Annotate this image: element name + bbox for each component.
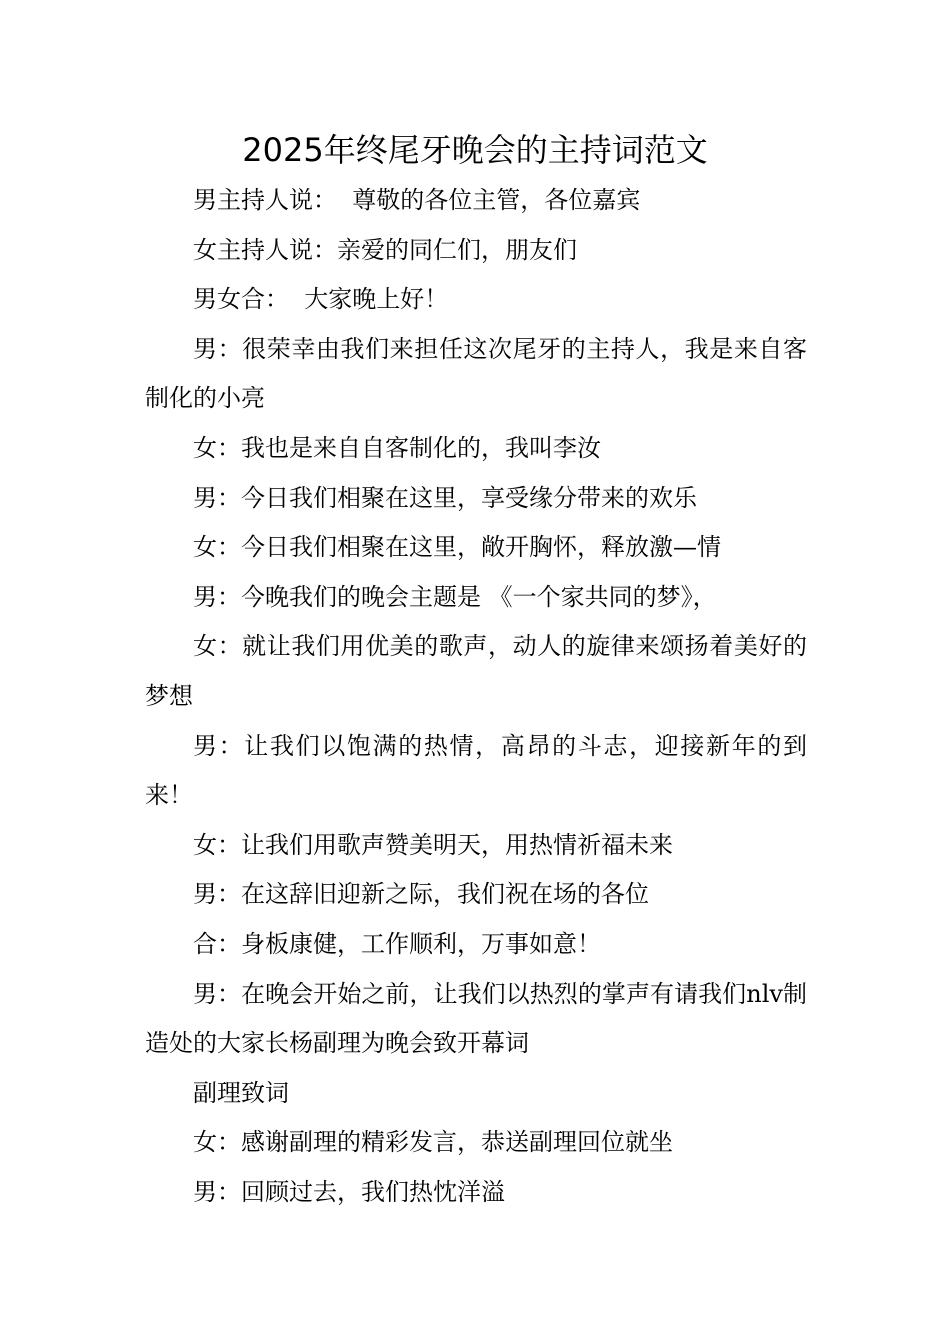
- document-body: [145, 176, 807, 1217]
- paragraph: 男：很荣幸由我们来担任这次尾牙的主持人，我是来自客制化的小亮: [145, 334, 807, 413]
- paragraph: 女：感谢副理的精彩发言，恭送副理回位就坐: [193, 1128, 673, 1157]
- paragraph: 女：就让我们用优美的歌声，动人的旋律来颂扬着美好的梦想: [145, 632, 807, 710]
- paragraph: 女主持人说：亲爱的同仁们，朋友们: [193, 235, 577, 264]
- paragraph: 男：让我们以饱满的热情，高昂的斗志，迎接新年的到来！: [145, 731, 807, 810]
- paragraph: 男：在晚会开始之前，让我们以热烈的掌声有请我们nlv制造处的大家长杨副理为晚会致开幕词: [145, 979, 807, 1058]
- paragraph: 男：回顾过去，我们热忱洋溢: [193, 1177, 505, 1206]
- paragraph: 男主持人说： 尊敬的各位主管，各位嘉宾: [193, 186, 641, 214]
- paragraph: 男：在这辞旧迎新之际，我们祝在场的各位: [193, 880, 649, 909]
- paragraph: 合：身板康健，工作顺利，万事如意！: [193, 929, 601, 958]
- paragraph: 男女合： 大家晚上好！: [193, 285, 449, 314]
- paragraph: 女：今日我们相聚在这里，敞开胸怀，释放激—情: [193, 533, 721, 562]
- paragraph: 女：让我们用歌声赞美明天，用热情祈福未来: [193, 830, 673, 859]
- paragraph: 男：今日我们相聚在这里，享受缘分带来的欢乐: [193, 483, 697, 512]
- paragraph: 女：我也是来自自客制化的，我叫李汝: [193, 433, 601, 462]
- paragraph: 男：今晚我们的晚会主题是 《一个家共同的梦》，: [193, 582, 717, 611]
- document-title: 2025年终尾牙晚会的主持词范文: [242, 131, 708, 169]
- paragraph: 副理致词: [193, 1078, 289, 1107]
